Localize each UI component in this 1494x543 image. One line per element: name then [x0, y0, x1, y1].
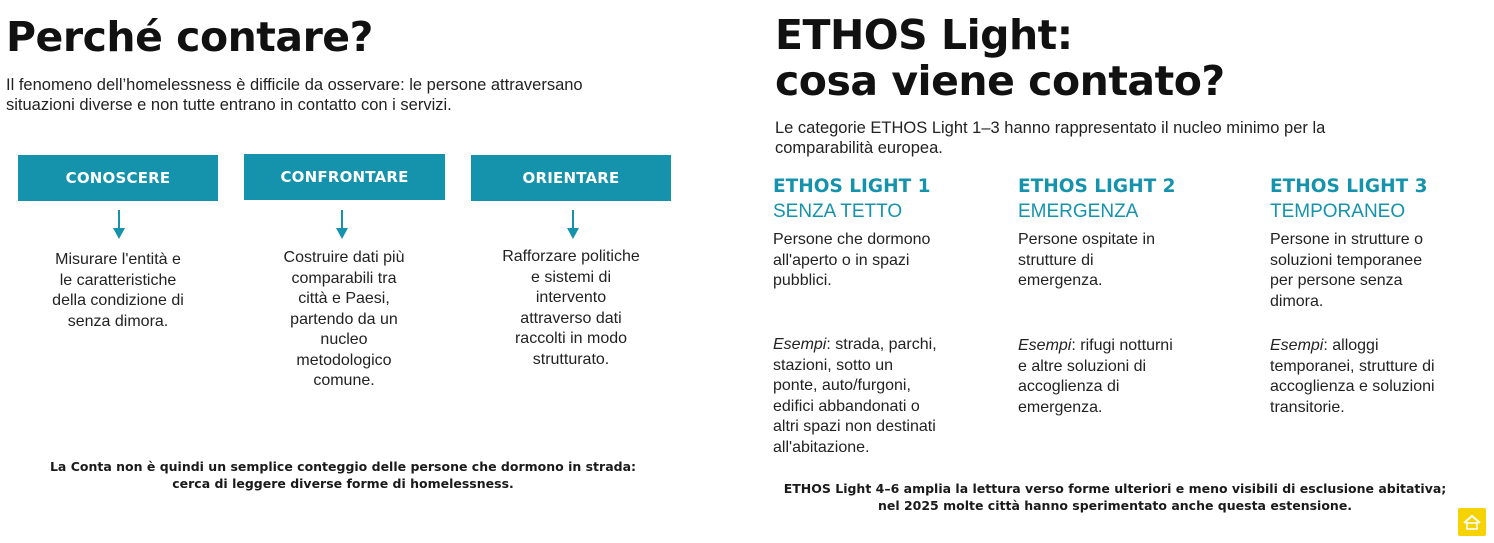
right-intro: Le categorie ETHOS Light 1–3 hanno rappresentato il nucleo minimo per la comparabilità europea.: [775, 119, 1326, 157]
house-logo-icon-shape: [1458, 508, 1486, 536]
ethos-category-1-subtitle: SENZA TETTO: [773, 201, 903, 222]
ethos-category-3: [1270, 174, 1490, 312]
ethos-category-2: [1018, 174, 1238, 292]
box-orientare-description: Rafforzare politiche e sistemi di intervento attraverso dati raccolti in modo strutturato.: [502, 248, 640, 368]
house-logo-icon: [1458, 508, 1486, 536]
right-title: ETHOS Light: cosa viene contato?: [775, 11, 1225, 105]
box-confrontare: CONFRONTARE: [244, 154, 445, 200]
ethos-category-1-title: ETHOS LIGHT 1: [773, 176, 931, 197]
arrow-down-icon: [567, 210, 579, 240]
arrow-down-icon: [113, 210, 125, 240]
ethos-category-3-examples: Esempi: alloggi temporanei, strutture di accoglienza e soluzioni transitorie.: [1270, 337, 1435, 416]
ethos-category-3-subtitle: TEMPORANEO: [1270, 201, 1406, 222]
box-orientare: ORIENTARE: [471, 155, 671, 201]
box-confrontare-description: Costruire dati più comparabili tra città e Paesi, partendo da un nucleo metodologico comune.: [283, 249, 405, 389]
ethos-category-2-examples: Esempi: rifugi notturni e altre soluzioni di accoglienza di emergenza.: [1018, 337, 1173, 416]
box-conoscere: CONOSCERE: [18, 155, 218, 201]
right-note: ETHOS Light 4–6 amplia la lettura verso forme ulteriori e meno visibili di esclusione abitativa; nel 2025 molte città hanno sperimentato anche questa estensione.: [783, 481, 1447, 513]
ethos-category-1-examples: Esempi: strada, parchi, stazioni, sotto un ponte, auto/furgoni, edifici abbandonati o altri spazi non destinati all'abitazione.: [773, 336, 937, 456]
ethos-category-2-description: Persone ospitate in strutture di emergenza.: [1018, 231, 1155, 289]
ethos-category-2-subtitle: EMERGENZA: [1018, 201, 1139, 222]
box-conoscere-description: Misurare l'entità e le caratteristiche della condizione di senza dimora.: [52, 251, 184, 330]
left-title: Perché contare?: [6, 13, 373, 61]
ethos-category-1: [773, 174, 993, 292]
left-intro: Il fenomeno dell’homelessness è difficile da osservare: le persone attraversano situazioni diverse e non tutte entrano in contatto con i servizi.: [6, 76, 583, 114]
ethos-category-3-title: ETHOS LIGHT 3: [1270, 176, 1428, 197]
left-note: La Conta non è quindi un semplice conteggio delle persone che dormono in strada: cerca di leggere diverse forme di homelessness.: [49, 459, 637, 491]
ethos-category-2-title: ETHOS LIGHT 2: [1018, 176, 1176, 197]
ethos-category-1-description: Persone che dormono all'aperto o in spazi pubblici.: [773, 231, 931, 289]
ethos-category-3-description: Persone in strutture o soluzioni temporanee per persone senza dimora.: [1270, 231, 1423, 310]
arrow-down-icon: [336, 210, 348, 240]
